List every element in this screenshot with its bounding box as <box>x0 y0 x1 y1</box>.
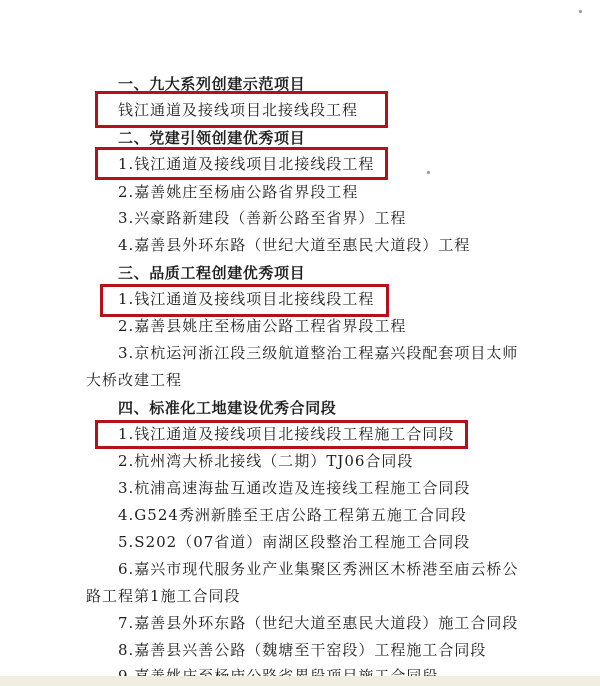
section-4-item-6-continued: 路工程第1施工合同段 <box>86 587 241 605</box>
section-3-item-2: 2.嘉善县姚庄至杨庙公路工程省界段工程 <box>118 317 407 335</box>
section-4-heading: 四、标准化工地建设优秀合同段 <box>118 399 337 417</box>
section-4-item-8: 8.嘉善县兴善公路（魏塘至干窑段）工程施工合同段 <box>118 641 487 659</box>
section-3-item-3-continued: 大桥改建工程 <box>86 371 183 389</box>
section-2-heading: 二、党建引领创建优秀项目 <box>118 129 306 147</box>
section-3-heading: 三、品质工程创建优秀项目 <box>118 264 306 282</box>
highlight-box-4 <box>95 420 468 449</box>
section-2-item-1: 1.钱江通道及接线项目北接线段工程 <box>118 155 375 173</box>
section-1-item-1: 钱江通道及接线项目北接线段工程 <box>118 101 359 119</box>
section-2-item-3: 3.兴豪路新建段（善新公路至省界）工程 <box>118 209 407 227</box>
section-4-item-5: 5.S202（07省道）南湖区段整治工程施工合同段 <box>118 533 471 551</box>
section-2-item-2: 2.嘉善姚庄至杨庙公路省界段工程 <box>118 183 359 201</box>
highlight-box-3 <box>100 284 389 317</box>
section-3-item-1: 1.钱江通道及接线项目北接线段工程 <box>118 290 375 308</box>
page-bottom-edge <box>0 676 600 686</box>
section-4-item-6: 6.嘉兴市现代服务业产业集聚区秀洲区木桥港至庙云桥公 <box>118 560 519 578</box>
section-3-item-3: 3.京杭运河浙江段三级航道整治工程嘉兴段配套项目太师 <box>118 344 519 362</box>
highlight-box-1 <box>95 91 388 128</box>
section-4-item-3: 3.杭浦高速海盐互通改造及连接线工程施工合同段 <box>118 479 471 497</box>
scan-speck <box>579 10 582 13</box>
section-2-item-4: 4.嘉善县外环东路（世纪大道至惠民大道段）工程 <box>118 236 471 254</box>
section-1-heading: 一、九大系列创建示范项目 <box>118 75 306 93</box>
highlight-box-2 <box>95 147 388 180</box>
section-4-item-7: 7.嘉善县外环东路（世纪大道至惠民大道段）施工合同段 <box>118 614 519 632</box>
section-4-item-1: 1.钱江通道及接线项目北接线段工程施工合同段 <box>118 425 455 443</box>
scan-speck <box>427 171 430 174</box>
section-4-item-4: 4.G524秀洲新塍至王店公路工程第五施工合同段 <box>118 506 467 524</box>
section-4-item-2: 2.杭州湾大桥北接线（二期）TJ06合同段 <box>118 452 414 470</box>
